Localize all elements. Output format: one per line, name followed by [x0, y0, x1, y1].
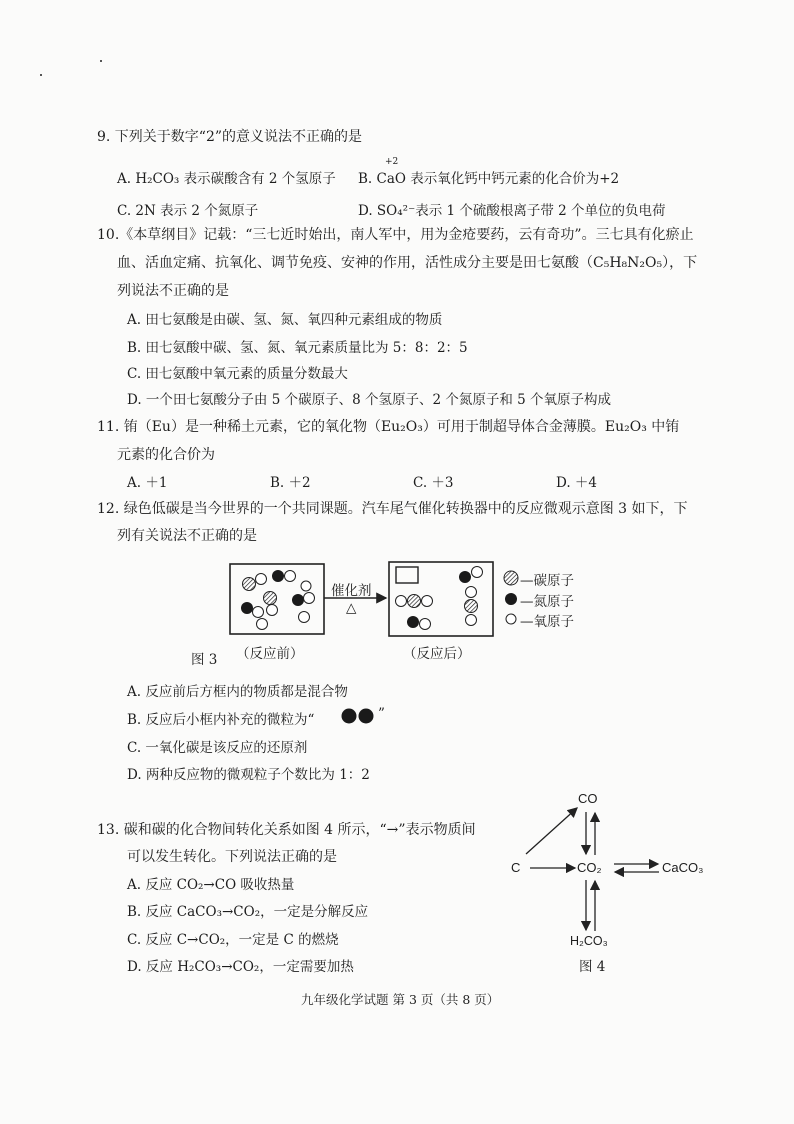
- q13-option-a: A. 反应 CO₂→CO 吸收热量: [127, 877, 295, 893]
- figure-3-caption: 图 3: [191, 652, 218, 668]
- co-molecule: [299, 581, 312, 623]
- q13-option-c: C. 反应 C→CO₂，一定是 C 的燃烧: [127, 932, 339, 948]
- page-footer: 九年级化学试题 第 3 页（共 8 页）: [301, 992, 500, 1007]
- catalyst-label: 催化剂: [331, 583, 372, 599]
- q12-option-d: D. 两种反应物的微观粒子个数比为 1：2: [127, 767, 370, 783]
- q11-option-d: D. ＋4: [556, 475, 598, 491]
- legend-nitrogen-atom: [505, 593, 517, 605]
- co-molecule: [243, 574, 267, 591]
- legend-oxygen-label: —氧原子: [520, 614, 574, 630]
- q10-option-b: B. 田七氨酸中碳、氢、氮、氧元素质量比为 5：8：2：5: [127, 340, 468, 356]
- q9-option-a: A. H₂CO₃ 表示碳酸含有 2 个氢原子: [117, 171, 336, 187]
- q10-option-d: D. 一个田七氨酸分子由 5 个碳原子、8 个氢原子、2 个氮原子和 5 个氧原子构成: [127, 392, 612, 408]
- question-11-line-1: 11. 铕（Eu）是一种稀土元素，它的氧化物（Eu₂O₃）可用于制超导体合金薄膜。Eu₂O₃ 中铕: [97, 419, 680, 435]
- q12-option-b-close-quote: ”: [378, 706, 385, 722]
- oxygen-atom: [257, 619, 268, 630]
- q10-option-c: C. 田七氨酸中氧元素的质量分数最大: [127, 366, 348, 382]
- question-11-line-2: 元素的化合价为: [117, 447, 215, 463]
- node-co: CO: [578, 791, 598, 806]
- question-13-line-1: 13. 碳和碳的化合物间转化关系如图 4 所示，“→”表示物质间: [97, 822, 476, 838]
- co2-molecule: [465, 587, 478, 626]
- node-co2: CO₂: [577, 860, 602, 875]
- legend-oxygen-atom: [506, 614, 516, 624]
- question-12-line-1: 12. 绿色低碳是当今世界的一个共同课题。汽车尾气催化转换器中的反应微观示意图 3 如下，下: [97, 501, 688, 517]
- legend-carbon-label: —碳原子: [520, 573, 574, 589]
- no-molecule: [272, 570, 296, 582]
- legend-nitrogen-label: —氮原子: [520, 594, 574, 610]
- co-molecule: [264, 592, 278, 616]
- q12-option-b: B. 反应后小框内补充的微粒为“: [127, 712, 315, 728]
- q13-option-d: D. 反应 H₂CO₃→CO₂，一定需要加热: [127, 959, 354, 975]
- q12-option-c: C. 一氧化碳是该反应的还原剂: [127, 740, 308, 756]
- q9-option-c: C. 2N 表示 2 个氮原子: [117, 203, 259, 219]
- q9-option-b: B. CaO 表示氧化钙中钙元素的化合价为+2: [358, 171, 620, 187]
- co2-molecule: [396, 595, 433, 608]
- question-10-line-2: 血、活血定痛、抗氧化、调节免疫、安神的作用，活性成分主要是田七氨酸（C₅H₈N₂O₅），下: [117, 255, 698, 271]
- blank-slot-box: [396, 567, 418, 583]
- no-molecule: [459, 567, 483, 584]
- node-c: C: [511, 860, 521, 875]
- figure-4-caption: 图 4: [579, 959, 606, 975]
- q11-option-a: A. ＋1: [127, 475, 168, 491]
- no-molecule: [407, 616, 431, 630]
- q11-option-b: B. ＋2: [270, 475, 311, 491]
- after-reaction-box: [389, 562, 493, 636]
- scan-speck: [40, 74, 42, 76]
- legend-carbon-atom: [504, 571, 518, 585]
- question-13-line-2: 可以发生转化。下列说法正确的是: [127, 849, 337, 865]
- heat-symbol: △: [346, 600, 357, 616]
- q10-option-a: A. 田七氨酸是由碳、氢、氮、氧四种元素组成的物质: [127, 312, 443, 328]
- q9-option-d: D. SO₄²⁻表示 1 个硫酸根离子带 2 个单位的负电荷: [358, 203, 666, 219]
- q13-option-b: B. 反应 CaCO₃→CO₂，一定是分解反应: [127, 904, 369, 920]
- valence-superscript: +2: [385, 157, 399, 167]
- scan-speck: [100, 60, 102, 62]
- question-9-stem: 9. 下列关于数字“2”的意义说法不正确的是: [97, 129, 363, 145]
- before-reaction-label: （反应前）: [236, 646, 304, 662]
- question-10-line-3: 列说法不正确的是: [117, 283, 229, 299]
- n2-molecule-glyph: [342, 709, 374, 724]
- node-h2co3: H₂CO₃: [570, 934, 608, 948]
- q12-option-a: A. 反应前后方框内的物质都是混合物: [127, 684, 348, 700]
- q11-option-c: C. ＋3: [413, 475, 454, 491]
- arrow-c-to-co: [526, 808, 577, 854]
- question-12-line-2: 列有关说法不正确的是: [117, 528, 257, 544]
- no-molecule: [292, 593, 315, 607]
- no-molecule: [241, 602, 264, 618]
- after-reaction-label: （反应后）: [403, 646, 471, 662]
- question-10-line-1: 10.《本草纲目》记载：“三七近时始出，南人军中，用为金疮要药，云有奇功”。三七具有化瘀止: [97, 227, 694, 243]
- node-caco3: CaCO₃: [662, 860, 704, 875]
- before-reaction-box: [230, 564, 324, 634]
